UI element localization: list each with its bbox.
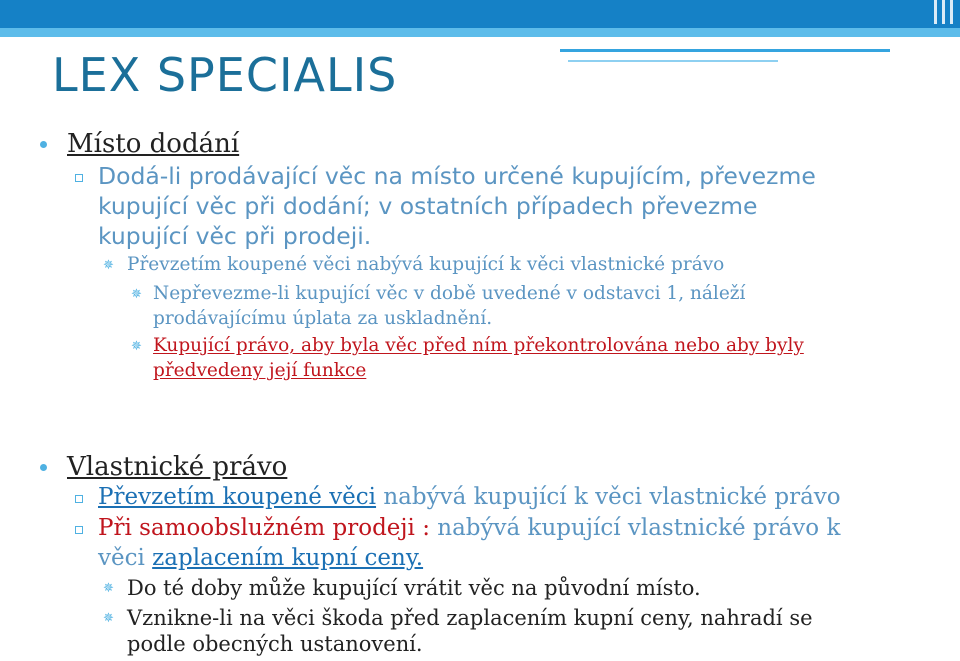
paragraph-line: Dodá-li prodávající věc na místo určené kupujícím, převezme [98,162,816,190]
item-text: nabývá kupující vlastnické právo k [429,515,841,541]
emphasis-phrase: Při samoobslužném prodeji : [98,515,430,541]
bullet-star-icon: ✵ [103,258,114,273]
bullet-square-icon [75,526,83,534]
sub-item-text: Převzetím koupené věci nabývá kupující k věci vlastnické právo [127,254,725,275]
sub-item-text: Nepřevezme-li kupující věc v době uvedené v odstavci 1, náleží [153,283,746,304]
sub-item-text-emphasis: předvedeny její funkce [153,360,367,381]
section-heading-vlastnicke-pravo: Vlastnické právo [67,452,288,482]
sub-item-text: prodávajícímu úplata za uskladnění. [153,308,493,329]
sub-item-text: Do té doby může kupující vrátit věc na původní místo. [127,576,701,600]
paragraph-line: kupující věc při prodeji. [98,222,372,250]
bullet-square-icon [75,495,83,503]
bullet-square-icon [75,174,83,182]
bullet-dot-icon [40,464,47,471]
bullet-dot-icon [40,141,47,148]
bullet-star-icon: ✵ [131,287,142,302]
bullet-star-icon: ✵ [103,611,114,626]
sub-item-text-emphasis: Kupující právo, aby byla věc před ním překontrolována nebo aby byly [153,335,804,356]
slide-title: LEX SPECIALIS [52,48,398,102]
sub-item-text: podle obecných ustanovení. [127,632,423,656]
underlined-phrase: zaplacením kupní ceny. [152,545,424,571]
item-vlastnicke-pravo-1 [98,486,841,509]
sub-item-text: Vznikne-li na věci škoda před zaplacením kupní ceny, nahradí se [127,606,813,630]
paragraph-line: kupující věc při dodání; v ostatních případech převezme [98,192,758,220]
bullet-star-icon: ✵ [131,339,142,354]
bullet-star-icon: ✵ [103,581,114,596]
item-vlastnicke-pravo-2-line2 [98,547,423,570]
item-text: věci [98,545,153,571]
item-vlastnicke-pravo-2 [98,517,840,540]
item-text: nabývá kupující k věci vlastnické právo [376,484,841,510]
section-heading-misto-dodani: Místo dodání [67,129,240,159]
underlined-phrase: Převzetím koupené věci [98,484,377,510]
